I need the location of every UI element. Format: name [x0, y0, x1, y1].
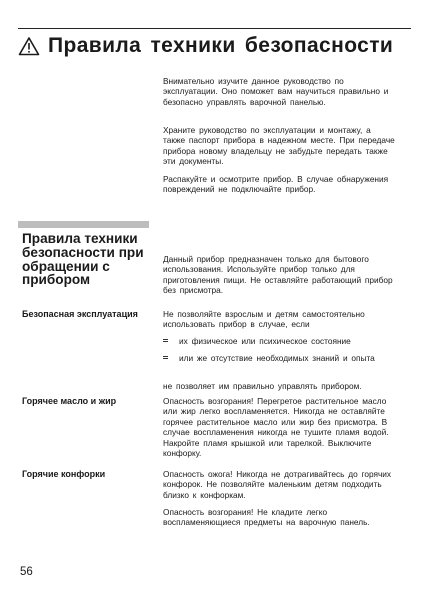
page-number: 56	[20, 566, 33, 578]
intro-paragraph-3: Распакуйте и осмотрите прибор. В случае обнаружения повреждений не подключайте прибор.	[163, 174, 389, 195]
intro-paragraph-1: Внимательно изучите данное руководство по эксплуатации. Оно поможет вам научиться правильно и безопасно управлять варочной панелью.	[163, 76, 389, 107]
label-safe-use: Безопасная эксплуатация	[22, 309, 138, 319]
hot-burners-block	[163, 469, 395, 500]
intro-block	[163, 76, 395, 107]
intro-block-3	[163, 174, 395, 195]
bullet-text: или же отсутствие необходимых знаний и опыта	[179, 353, 375, 363]
top-rule	[18, 28, 411, 29]
label-hot-oil: Горячее масло и жир	[22, 396, 117, 406]
page-title-text: Правила техники безопасности	[48, 34, 394, 57]
section-paragraph-1: Данный прибор предназначен только для бытового использования. Используйте прибор только для приготовления пищи. Не оставляйте работающий прибор без присмотра.	[163, 254, 393, 296]
hot-oil-text: Опасность возгорания! Перегретое растительное масло или жир легко воспламеняется. Никогда не оставляйте горячее растительное масло или жир без присмотра. В случае воспламенения никогда не тушите пламя водой. Накройте пламя крышкой или тарелкой. Выключите конфорку.	[163, 396, 389, 459]
hot-oil-block	[163, 396, 395, 458]
safe-use-after-block	[163, 381, 395, 391]
page-title	[18, 34, 411, 58]
section-accent-bar	[18, 221, 149, 228]
safe-use-text: Не позволяйте взрослым и детям самостоятельно использовать прибор в случае, если	[163, 309, 365, 330]
intro-block-2	[163, 125, 395, 167]
bullet-marker-icon	[163, 356, 168, 359]
section-intro-block	[163, 254, 395, 296]
hot-burners-block-2	[163, 507, 395, 528]
section-heading: Правила техники безопасности при обращении с прибором	[22, 231, 144, 288]
hot-burners-text-1: Опасность ожога! Никогда не дотрагивайтесь до горячих конфорок. Не позволяйте маленьким детям подходить близко к конфоркам.	[163, 469, 392, 500]
intro-paragraph-2: Храните руководство по эксплуатации и монтажу, а также паспорт прибора в надежном месте. При передаче прибора новому владельцу не забудьте передать также эти документы.	[163, 125, 395, 167]
bullet-text: их физическое или психическое состояние	[179, 336, 351, 346]
warning-triangle-icon	[18, 36, 40, 56]
bullet-marker-icon	[163, 339, 168, 342]
safe-use-block	[163, 309, 395, 330]
safe-use-after-text: не позволяет им правильно управлять прибором.	[163, 381, 362, 391]
label-hot-burners: Горячие конфорки	[22, 469, 106, 479]
hot-burners-text-2: Опасность возгорания! Не кладите легко воспламеняющиеся предметы на варочную панель.	[163, 507, 370, 528]
